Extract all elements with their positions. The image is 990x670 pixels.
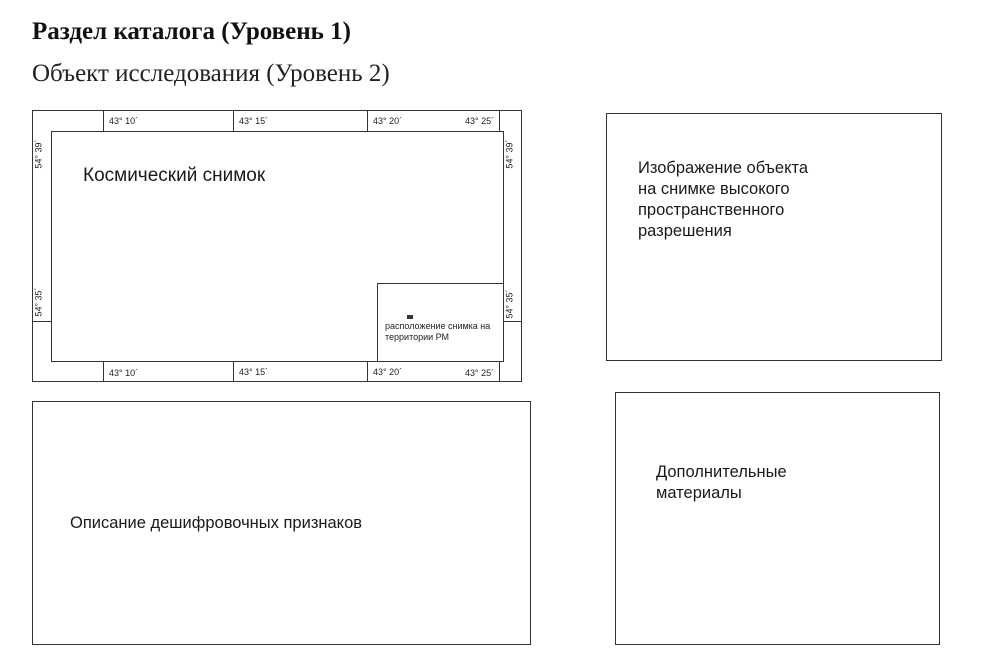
left-tick-label: 54° 39´ xyxy=(33,139,44,169)
catalog-section-heading: Раздел каталога (Уровень 1) xyxy=(32,18,351,45)
hires-image-label: Изображение объекта на снимке высокого пространственного разрешения xyxy=(638,159,809,240)
research-object-heading: Объект исследования (Уровень 2) xyxy=(32,60,390,87)
location-inset-box xyxy=(377,283,504,362)
top-tick-label: 43° 15´ xyxy=(239,116,269,126)
bottom-tick-label: 43° 15´ xyxy=(239,367,269,377)
right-tick-label: 54° 35´ xyxy=(504,289,515,319)
satellite-image-label: Космический снимок xyxy=(83,165,266,186)
additional-materials-box xyxy=(615,392,940,645)
additional-materials-label: Дополнительные материалы xyxy=(656,463,787,502)
hires-image-box xyxy=(606,113,942,361)
top-tick-label: 43° 20´ xyxy=(373,116,403,126)
location-marker-icon xyxy=(407,315,413,319)
bottom-tick-label: 43° 10´ xyxy=(109,368,139,378)
satellite-image-frame xyxy=(32,110,522,382)
location-inset-label: расположение снимка на территории РМ xyxy=(385,321,491,342)
right-tick-label: 54° 39´ xyxy=(504,139,515,169)
top-tick-label: 43° 25´ xyxy=(465,116,495,126)
bottom-tick-label: 43° 20´ xyxy=(373,367,403,377)
top-tick-label: 43° 10´ xyxy=(109,116,139,126)
bottom-tick-label: 43° 25´ xyxy=(465,368,495,378)
description-label: Описание дешифровочных признаков xyxy=(70,514,363,532)
description-box xyxy=(32,401,531,645)
left-tick-label: 54° 35´ xyxy=(33,287,44,317)
